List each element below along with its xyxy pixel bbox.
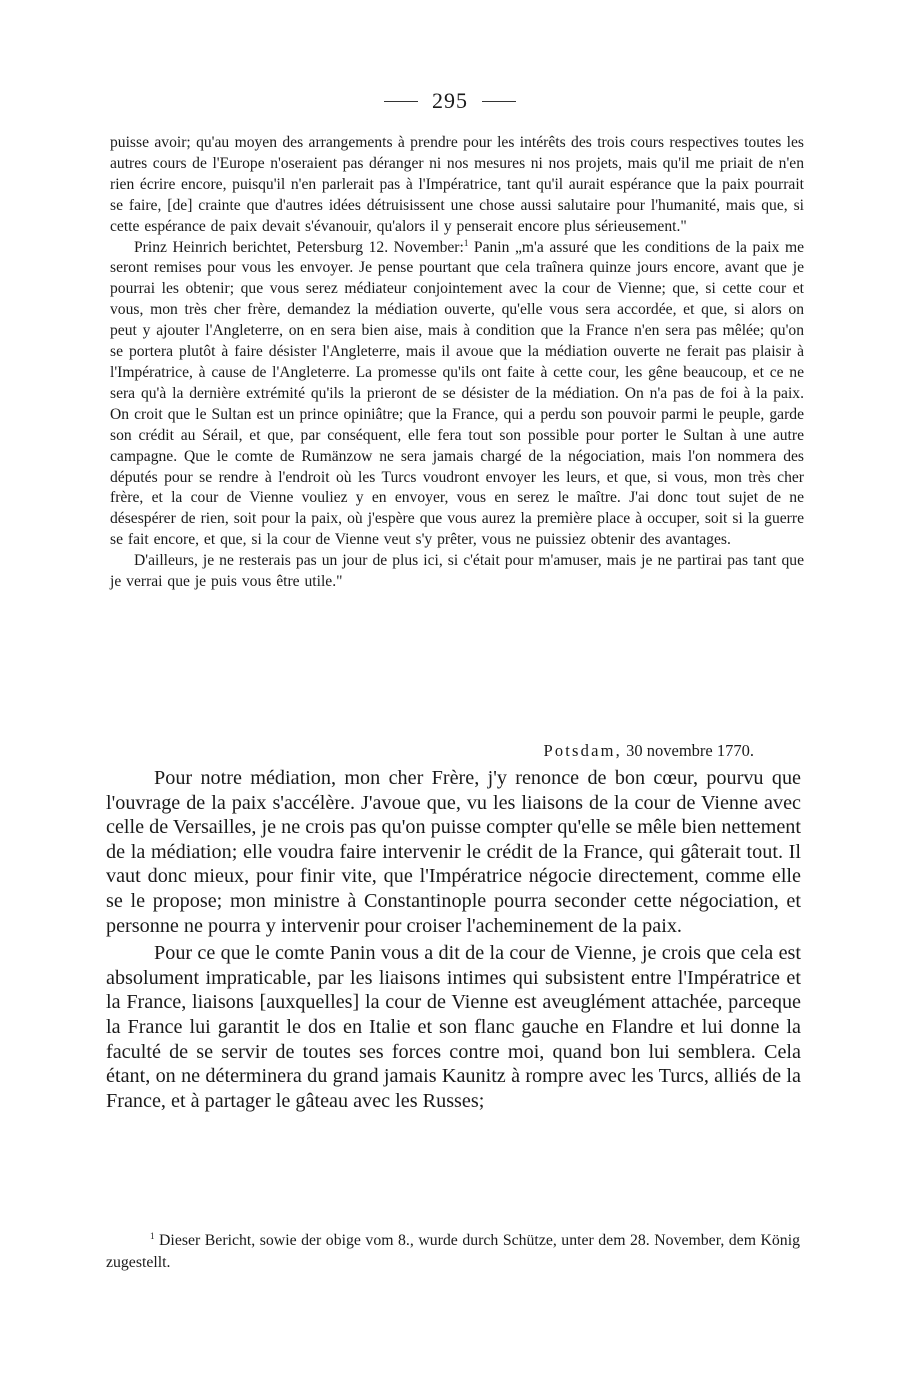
quoted-paragraph-2 [110, 238, 804, 552]
footnote-reference: 1 [463, 237, 469, 248]
dateline-place: Potsdam, [543, 741, 623, 760]
quoted-paragraph-3: D'ailleurs, je ne resterais pas un jour de plus ici, si c'était pour m'amuser, mais je ne partirai pas tant que je verrai que je puis vous être utile." [110, 552, 804, 591]
quoted-paragraph-1: puisse avoir; qu'au moyen des arrangements à prendre pour les intérêts des trois cours respectives toutes les autres cours de l'Europe n'oseraient pas déranger ni nos mesures ni nos projets, mais qu'il me priait de n'en rien écrire encore, puisqu'il n'en parlerait pas à l'Impératrice, tant qu'il aurait espérance que la paix pourrait se faire, [de] crainte que d'autres idées détruisissent une chose aussi salutaire pour l'humanité, mais que, si cette espérance de paix devait s'évanouir, qu'alors il y penserait encore plus sérieusement." [110, 134, 804, 235]
footnote [106, 1230, 800, 1273]
quoted-report-block [110, 133, 804, 593]
letter-paragraph-1: Pour notre médiation, mon cher Frère, j'y renonce de bon cœur, pourvu que l'ouvrage de la paix s'accélère. J'avoue que, vu les liaisons de la cour de Vienne avec celle de Versailles, je ne crois pas qu'on puisse compter qu'elle se mêle bien nettement de la médiation; elle voudra faire intervenir le crédit de la France, qui gâterait tout. Il vaut donc mieux, pour finir vite, que l'Impératrice négocie directement, comme elle se le propose; mon ministre à Constantinople pourra seconder cette négociation, et personne ne pourra y intervenir pour croiser l'acheminement de la paix. [106, 767, 801, 937]
header-rule-left [384, 101, 418, 102]
letter-paragraph-2: Pour ce que le comte Panin vous a dit de la cour de Vienne, je crois que cela est absolument impraticable, par les liaisons intimes qui subsistent entre l'Impératrice et la France, liaisons [auxquelles] la cour de Vienne est aveuglément attachée, parceque la France lui garantit le dos en Italie et son flanc gauche en Flandre et lui donne la faculté de se servir de toutes ses forces contre moi, quand bon lui semblera. Cela étant, on ne déterminera du grand jamais Kaunitz à rompre avec les Turcs, alliés de la France, et à partager le gâteau avec les Russes; [106, 942, 801, 1112]
report-quote: Panin „m'a assuré que les conditions de la paix me seront remises pour vous les envoyer. Je pense pourtant que cela traînera quinze jours encore, avant que je pourrai les obtenir; que vous serez médiateur conjointement avec la cour de Vienne; que, si cette cour et vous, mon très cher frère, demandez la médiation ouverte, qu'elle vous sera accordée, et que, si alors on peut y ajouter l'Angleterre, on en sera bien aise, mais à condition que la France n'en sera pas mêlée; qu'on se portera plutôt à faire désister l'Angleterre, mais il avoue que la médiation ouverte ne ferait pas plaisir à l'Impératrice, à cause de l'Angleterre. La promesse qu'ils ont faite à cette cour, les gêne beaucoup, et ce ne sera qu'à la dernière extrémité qu'ils la prieront de se désister de la médiation. On n'a pas de foi à la paix. On croit que le Sultan est un prince opiniâtre; que la France, qui a perdu son pouvoir parmi le peuple, garde son crédit au Sérail, et que, par conséquent, elle fera tout son possible pour porter le Sultan à une autre campagne. Que le comte de Rumänzow ne sera jamais chargé de la négociation, mais l'on nommera des députés pour se rendre à l'endroit où les Turcs voudront envoyer les leurs, et que, si vous, mon très cher frère, et la cour de Vienne vouliez y en envoyer, vous en serez le maître. J'ai donc tout sujet de ne désespérer de rien, soit pour la paix, où j'espère que vous aurez la première place à occuper, soit si la guerre se fait encore, et que, si la cour de Vienne veut s'y prêter, vous ne puissiez obtenir des avantages. [110, 238, 804, 549]
footnote-text: Dieser Bericht, sowie der obige vom 8., wurde durch Schütze, unter dem 28. November, dem König zugestellt. [106, 1232, 800, 1271]
page-header [0, 86, 900, 116]
report-intro: Prinz Heinrich berichtet, Petersburg 12. November: [134, 238, 464, 256]
page-number: 295 [432, 88, 468, 113]
footnote-paragraph [106, 1230, 800, 1273]
letter-body [106, 766, 801, 1113]
footnote-mark: 1 [150, 1231, 155, 1241]
letter-dateline [543, 741, 754, 761]
dateline-date: 30 novembre 1770. [622, 741, 754, 760]
header-rule-right [482, 101, 516, 102]
